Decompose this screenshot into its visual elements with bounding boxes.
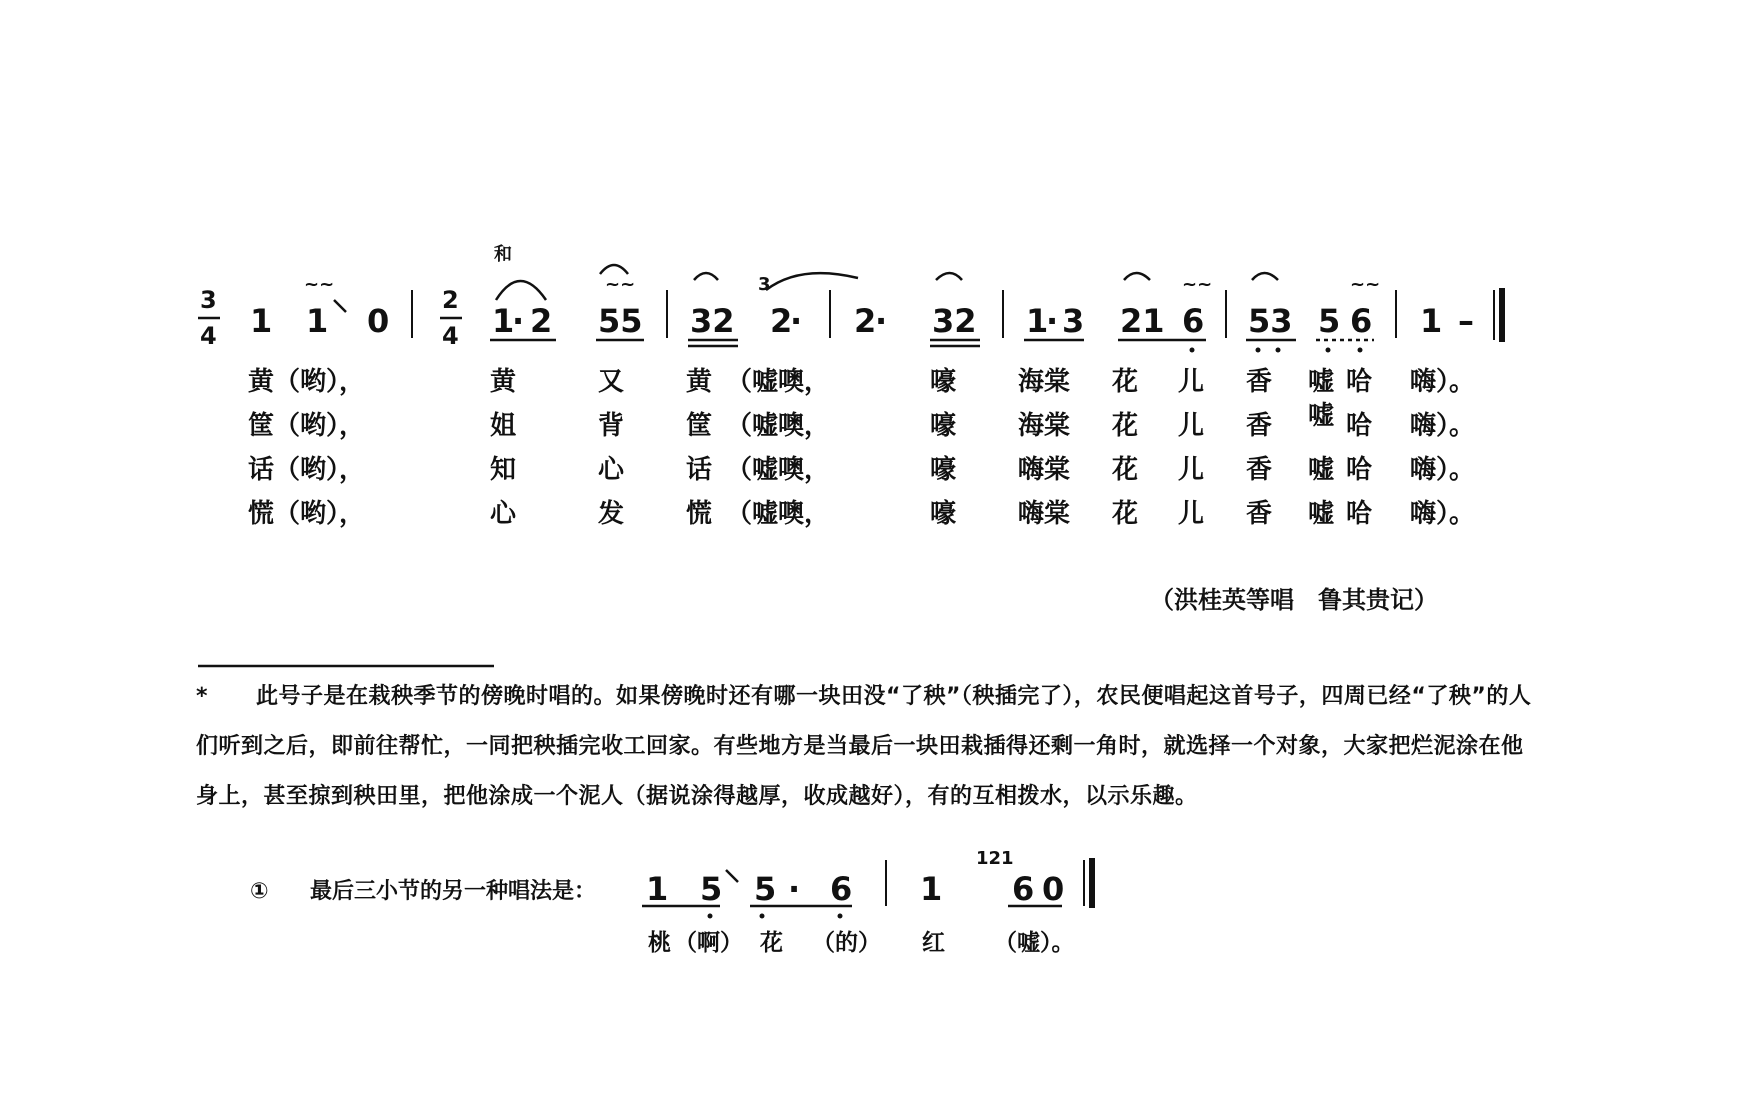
svg-text:哈: 哈 xyxy=(1346,499,1373,529)
svg-text:嚎: 嚎 xyxy=(930,499,957,529)
svg-text:2: 2 xyxy=(442,286,459,314)
svg-text:嚎: 嚎 xyxy=(930,367,957,397)
svg-text:儿: 儿 xyxy=(1178,367,1205,397)
svg-text:32: 32 xyxy=(932,302,977,340)
svg-text:嗨）。: 嗨）。 xyxy=(1410,411,1476,441)
svg-text:哈: 哈 xyxy=(1346,367,1373,397)
svg-text:嗨棠: 嗨棠 xyxy=(1018,499,1071,529)
svg-text:（嘘）。: （嘘）。 xyxy=(994,930,1075,956)
svg-text:嗨）。: 嗨）。 xyxy=(1410,367,1476,397)
svg-text:1: 1 xyxy=(1026,302,1049,340)
svg-text:·: · xyxy=(790,302,803,340)
svg-text:55: 55 xyxy=(598,302,643,340)
lyrics-verse-1 xyxy=(248,366,1475,397)
measure-4 xyxy=(854,273,980,346)
svg-text:红: 红 xyxy=(922,930,945,956)
svg-text:（啊）: （啊） xyxy=(674,930,743,956)
svg-text:慌（哟），: 慌（哟）， xyxy=(248,499,366,529)
svg-text:嗨）。: 嗨）。 xyxy=(1410,455,1476,485)
svg-text:慌: 慌 xyxy=(686,499,713,529)
fermata-arc xyxy=(496,281,546,300)
svg-text:黄: 黄 xyxy=(686,367,713,397)
svg-text:1: 1 xyxy=(646,870,669,908)
svg-text:1: 1 xyxy=(1420,302,1443,340)
svg-text:海棠: 海棠 xyxy=(1018,367,1071,397)
svg-text:5: 5 xyxy=(700,870,723,908)
svg-text:（嘘噢，: （嘘噢， xyxy=(726,455,831,485)
svg-text:3: 3 xyxy=(200,286,217,314)
svg-text:嗨）。: 嗨）。 xyxy=(1410,499,1476,529)
footnote-marker: * xyxy=(196,684,209,709)
footnote-text: 此号子是在栽秧季节的傍晚时唱的。如果傍晚时还有哪一块田没“了秧”（秧插完了），农民便唱起这首号子，四周已经“了秧”的人们听到之后，即前往帮忙，一同把秧插完收工回家。有些地方是当最后一块田栽插得还剩一角时，就选择一个对象，大家把烂泥涂在他身上，甚至掠到秧田里，把他涂成一个泥人（据说涂得越厚，收成越好），有的互相拨水，以示乐趣。 xyxy=(196,684,1532,809)
svg-text:嚎: 嚎 xyxy=(930,411,957,441)
svg-text:又: 又 xyxy=(598,367,625,397)
svg-text:筐: 筐 xyxy=(686,411,713,441)
song-credit: （洪桂英等唱 鲁其贵记） xyxy=(1150,586,1438,614)
svg-text:知: 知 xyxy=(490,455,517,485)
svg-text:①: ① xyxy=(250,879,269,904)
svg-text:4: 4 xyxy=(200,322,217,350)
svg-text:嗨棠: 嗨棠 xyxy=(1018,455,1071,485)
svg-text:53: 53 xyxy=(1248,302,1293,340)
svg-text:花: 花 xyxy=(1112,499,1139,529)
svg-text:4: 4 xyxy=(442,322,459,350)
svg-text:1: 1 xyxy=(920,870,943,908)
svg-text:6: 6 xyxy=(1012,870,1035,908)
svg-text:2: 2 xyxy=(530,302,553,340)
grace-note: 3 xyxy=(758,274,771,295)
measure-5 xyxy=(1024,273,1212,353)
svg-text:1: 1 xyxy=(492,302,515,340)
svg-text:6: 6 xyxy=(1350,302,1373,340)
svg-text:香: 香 xyxy=(1246,499,1273,529)
svg-text:儿: 儿 xyxy=(1178,455,1205,485)
time-signature-2-4 xyxy=(440,286,462,350)
svg-text:黄（哟），: 黄（哟）， xyxy=(248,367,366,397)
svg-text:嘘: 嘘 xyxy=(1308,499,1335,529)
svg-text:·: · xyxy=(788,870,801,908)
svg-text:0: 0 xyxy=(367,302,390,340)
svg-text:最后三小节的另一种唱法是：: 最后三小节的另一种唱法是： xyxy=(310,879,597,904)
svg-text:5: 5 xyxy=(754,870,777,908)
svg-text:花: 花 xyxy=(760,930,783,956)
breath-mark xyxy=(334,300,346,312)
svg-text:3: 3 xyxy=(1062,302,1085,340)
svg-text:·: · xyxy=(512,302,525,340)
alternate-ending xyxy=(250,848,1092,956)
svg-text:桃: 桃 xyxy=(648,930,671,956)
svg-text:花: 花 xyxy=(1112,455,1139,485)
svg-text:5: 5 xyxy=(1318,302,1341,340)
measure-2 xyxy=(490,244,644,340)
svg-text:香: 香 xyxy=(1246,455,1273,485)
measure-7 xyxy=(1420,288,1502,342)
svg-text:香: 香 xyxy=(1246,367,1273,397)
measure-3 xyxy=(688,273,858,346)
svg-text:花: 花 xyxy=(1112,411,1139,441)
svg-text:~~: ~~ xyxy=(1350,274,1381,295)
svg-text:–: – xyxy=(1458,302,1474,340)
measure-1 xyxy=(250,274,389,340)
time-signature-3-4 xyxy=(198,286,220,350)
svg-text:黄: 黄 xyxy=(490,367,517,397)
svg-text:·: · xyxy=(875,302,888,340)
svg-text:~~: ~~ xyxy=(605,274,636,295)
svg-text:发: 发 xyxy=(598,499,625,529)
svg-text:姐: 姐 xyxy=(490,411,517,441)
footnote-paragraph xyxy=(196,672,1536,822)
svg-text:（嘘噢，: （嘘噢， xyxy=(726,367,831,397)
lyrics-verse-2 xyxy=(248,401,1475,441)
svg-text:0: 0 xyxy=(1042,870,1065,908)
svg-text:（的）: （的） xyxy=(812,930,881,956)
grace-notes: 121 xyxy=(976,848,1014,869)
lyrics-verse-4 xyxy=(247,498,1475,529)
svg-text:6: 6 xyxy=(1182,302,1205,340)
svg-text:哈: 哈 xyxy=(1346,411,1373,441)
svg-text:背: 背 xyxy=(598,411,625,441)
svg-text:6: 6 xyxy=(830,870,853,908)
svg-text:32: 32 xyxy=(690,302,735,340)
measure-6 xyxy=(1246,273,1380,353)
svg-text:·: · xyxy=(1046,302,1059,340)
svg-text:（嘘噢，: （嘘噢， xyxy=(726,411,831,441)
svg-text:2: 2 xyxy=(854,302,877,340)
svg-text:1: 1 xyxy=(306,302,329,340)
svg-text:海棠: 海棠 xyxy=(1018,411,1071,441)
svg-text:筐（哟），: 筐（哟）， xyxy=(248,411,366,441)
svg-text:香: 香 xyxy=(1246,411,1273,441)
svg-text:~~: ~~ xyxy=(1182,274,1213,295)
trill-mark: ~~ xyxy=(304,274,335,295)
ornament-label: 和 xyxy=(494,244,512,265)
svg-text:话: 话 xyxy=(686,455,713,485)
svg-text:嘘: 嘘 xyxy=(1308,367,1335,397)
svg-text:嘘: 嘘 xyxy=(1308,401,1335,431)
svg-text:儿: 儿 xyxy=(1178,499,1205,529)
svg-text:（嘘噢，: （嘘噢， xyxy=(726,499,831,529)
svg-text:花: 花 xyxy=(1112,367,1139,397)
svg-text:心: 心 xyxy=(490,499,517,529)
svg-text:儿: 儿 xyxy=(1178,411,1205,441)
svg-text:哈: 哈 xyxy=(1346,455,1373,485)
svg-text:2: 2 xyxy=(770,302,793,340)
lyrics-verse-3 xyxy=(248,454,1475,485)
svg-text:心: 心 xyxy=(598,455,625,485)
svg-text:1: 1 xyxy=(250,302,273,340)
svg-text:话（哟），: 话（哟）， xyxy=(248,455,366,485)
svg-text:嘘: 嘘 xyxy=(1308,455,1335,485)
svg-text:嚎: 嚎 xyxy=(930,455,957,485)
svg-text:21: 21 xyxy=(1120,302,1165,340)
